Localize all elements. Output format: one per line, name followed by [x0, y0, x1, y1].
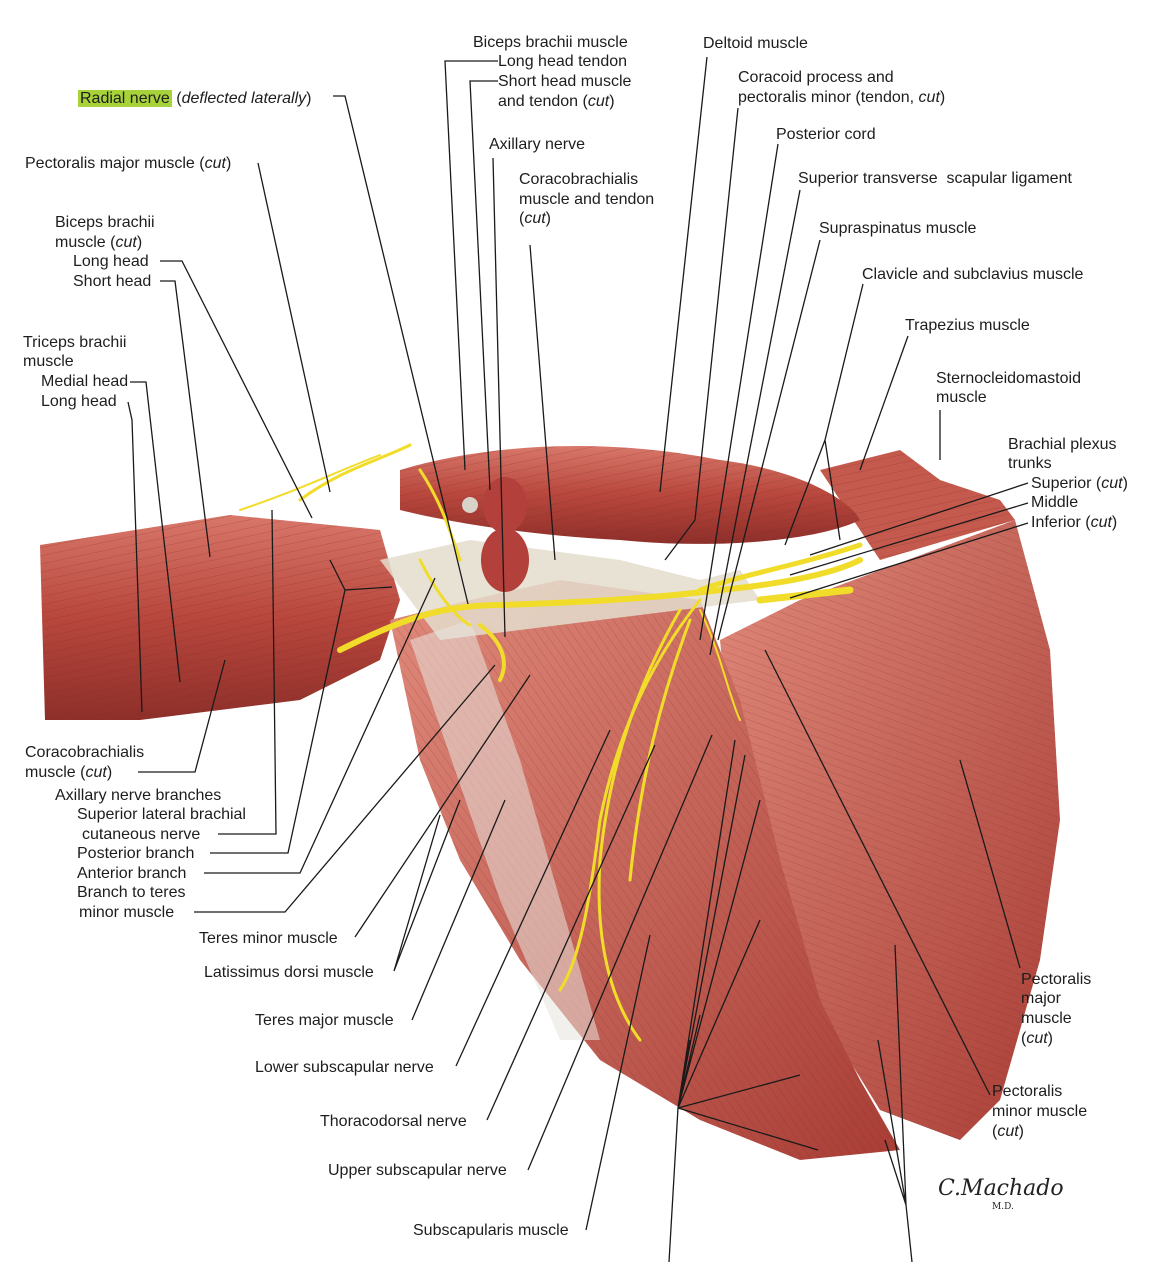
label-subscapularis-muscle: Subscapularis muscle — [413, 1222, 569, 1239]
label-coracobrachialis: Coracobrachialis — [519, 171, 639, 188]
label-short-head-muscle: Short head muscle — [498, 73, 632, 90]
label-upper-subscapular-nerve: Upper subscapular nerve — [328, 1162, 507, 1179]
label-biceps-muscle-cut: muscle (cut) — [55, 234, 143, 251]
label-triceps-medial-head: Medial head — [41, 373, 129, 390]
leader-pectoralis-major-top — [258, 163, 330, 492]
label-pectoralis-major-right-2: major — [1021, 990, 1062, 1007]
label-anterior-branch: Anterior branch — [77, 865, 187, 882]
label-triceps-long-head: Long head — [41, 393, 117, 410]
label-axillary-nerve-branches: Axillary nerve branches — [55, 787, 222, 804]
label-teres-minor-muscle: Teres minor muscle — [199, 930, 338, 947]
label-trapezius-muscle: Trapezius muscle — [905, 317, 1030, 334]
label-superior-lateral-brachial: Superior lateral brachial — [77, 806, 246, 823]
label-biceps-brachii: Biceps brachii — [55, 214, 155, 231]
label-coracobrachialis-lower-cut: muscle (cut) — [25, 764, 113, 781]
label-posterior-cord: Posterior cord — [776, 126, 876, 143]
leader-biceps-long-head — [160, 261, 312, 518]
label-branch-to-teres: Branch to teres — [77, 884, 186, 901]
label-pectoralis-major-right-cut: (cut) — [1021, 1030, 1053, 1047]
label-lower-subscapular-nerve: Lower subscapular nerve — [255, 1059, 434, 1076]
leader-posterior-cord — [700, 144, 778, 640]
label-supraspinatus-muscle: Supraspinatus muscle — [819, 220, 977, 237]
label-minor-muscle: minor muscle — [79, 904, 175, 921]
highlight-radial-nerve: Radial nerve — [80, 90, 170, 107]
label-clavicle-and-subclavius: Clavicle and subclavius muscle — [862, 266, 1084, 283]
label-pectoralis-minor-cut: (cut) — [992, 1123, 1024, 1140]
label-pectoralis-minor-muscle: minor muscle — [992, 1103, 1088, 1120]
label-teres-major-muscle: Teres major muscle — [255, 1012, 394, 1029]
label-sternocleidomastoid: Sternocleidomastoid — [936, 370, 1081, 387]
label-superior-transverse-scapular-ligament: Superior transverse scapular ligament — [798, 170, 1072, 187]
label-posterior-branch: Posterior branch — [77, 845, 195, 862]
label-trunks: trunks — [1008, 455, 1052, 472]
label-latissimus-dorsi-muscle: Latissimus dorsi muscle — [204, 964, 374, 981]
label-trunk-inferior: Inferior (cut) — [1031, 514, 1118, 531]
label-muscle-and-tendon: muscle and tendon — [519, 191, 655, 208]
label-pectoralis-major-right-3: muscle — [1021, 1010, 1072, 1027]
label-deltoid-muscle: Deltoid muscle — [703, 35, 808, 52]
leader-latissimus — [394, 800, 460, 971]
leader-biceps-short-head — [160, 281, 210, 557]
label-axillary-nerve: Axillary nerve — [489, 136, 586, 153]
label-triceps-muscle: muscle — [23, 353, 74, 370]
label-long-head-tendon: Long head tendon — [498, 53, 628, 70]
label-pectoralis-minor: Pectoralis — [992, 1083, 1063, 1100]
artist-signature-suffix: M.D. — [992, 1202, 1014, 1212]
label-trunk-superior: Superior (cut) — [1031, 475, 1128, 492]
label-thoracodorsal-nerve: Thoracodorsal nerve — [320, 1113, 467, 1130]
label-biceps-long-head: Long head — [73, 253, 149, 270]
label-coracobrachialis-cut: (cut) — [519, 210, 551, 227]
label-and-tendon-cut: and tendon (cut) — [498, 93, 615, 110]
label-pectoralis-major-muscle-cut: Pectoralis major muscle (cut) — [25, 155, 232, 172]
label-pectoralis-major-right: Pectoralis — [1021, 971, 1092, 988]
leader-trapezius — [860, 336, 908, 470]
label-pectoralis-minor-tendon: pectoralis minor (tendon, cut) — [738, 89, 946, 106]
artist-signature: C.Machado — [938, 1176, 1064, 1201]
label-biceps-short-head: Short head — [73, 273, 152, 290]
label-brachial-plexus: Brachial plexus — [1008, 436, 1117, 453]
leader-deltoid — [660, 57, 707, 492]
label-radial-nerve: Radial nerve (deflected laterally) — [80, 90, 312, 107]
label-trunk-middle: Middle — [1031, 494, 1079, 511]
label-cutaneous-nerve: cutaneous nerve — [82, 826, 201, 843]
label-triceps-brachii: Triceps brachii — [23, 334, 127, 351]
label-coracoid-process: Coracoid process and — [738, 69, 894, 86]
label-biceps-brachii-muscle: Biceps brachii muscle — [473, 34, 628, 51]
label-sternocleidomastoid-muscle: muscle — [936, 389, 987, 406]
label-coracobrachialis-lower: Coracobrachialis — [25, 744, 145, 761]
